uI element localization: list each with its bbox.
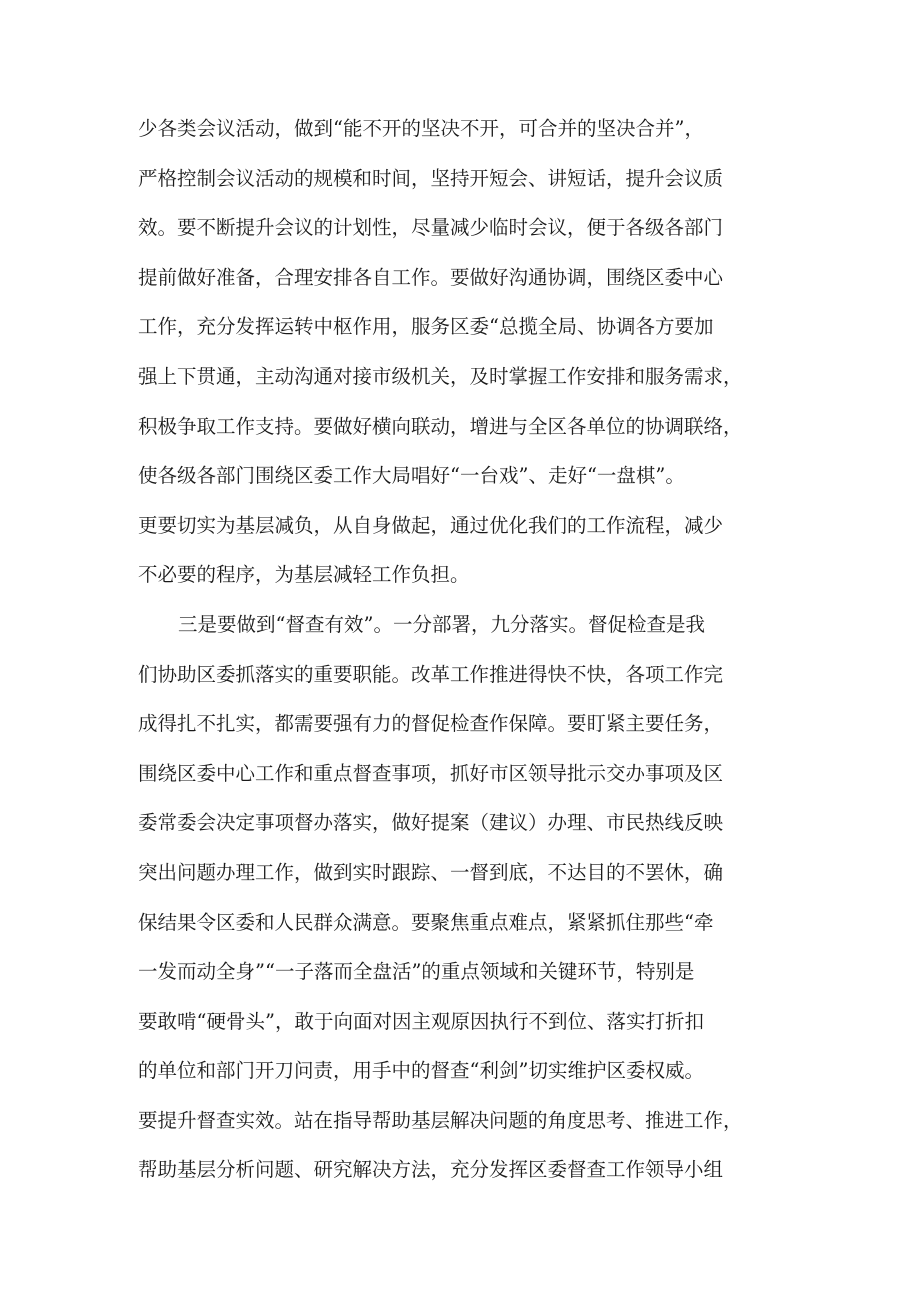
paragraph-first-line: 三是要做到“督查有效”。一分部署，九分落实。督促检查是我: [178, 612, 705, 636]
text-line: 效。要不断提升会议的计划性，尽量减少临时会议，便于各级各部门: [138, 216, 724, 240]
text-line: 积极争取工作支持。要做好横向联动，增进与全区各单位的协调联络，: [138, 414, 743, 438]
text-line: 少各类会议活动，做到“能不开的坚决不开，可合并的坚决合并”，: [138, 117, 704, 140]
text-line: 更要切实为基层减负，从自身做起，通过优化我们的工作流程，减少: [138, 513, 724, 537]
text-line: 提前做好准备，合理安排各自工作。要做好沟通协调，围绕区委中心: [138, 265, 724, 289]
text-line: 严格控制会议活动的规模和时间，坚持开短会、讲短话，提升会议质: [138, 166, 724, 190]
text-line: 不必要的程序，为基层减轻工作负担。: [138, 563, 470, 587]
text-line: 要敢啃“硬骨头”，敢于向面对因主观原因执行不到位、落实打折扣: [138, 1009, 704, 1033]
text-line: 要提升督查实效。站在指导帮助基层解决问题的角度思考、推进工作，: [138, 1108, 743, 1132]
text-line: 们协助区委抓落实的重要职能。改革工作推进得快不快，各项工作完: [138, 662, 724, 686]
text-line: 一发而动全身”“一子落而全盘活”的重点领域和关键环节，特别是: [138, 960, 695, 984]
text-line: 工作，充分发挥运转中枢作用，服务区委“总揽全局、协调各方要加: [138, 315, 714, 339]
text-line: 强上下贯通，主动沟通对接市级机关，及时掌握工作安排和服务需求，: [138, 364, 743, 388]
text-line: 围绕区委中心工作和重点督查事项，抓好市区领导批示交办事项及区: [138, 761, 724, 785]
text-line: 突出问题办理工作，做到实时跟踪、一督到底，不达目的不罢休，确: [138, 860, 724, 884]
text-line: 帮助基层分析问题、研究解决方法，充分发挥区委督查工作领导小组: [138, 1158, 724, 1182]
text-line: 成得扎不扎实，都需要强有力的督促检查作保障。要盯紧主要任务，: [138, 712, 724, 736]
text-line: 使各级各部门围绕区委工作大局唱好“一台戏”、走好“一盘棋”。: [138, 464, 685, 488]
document-body: [138, 104, 798, 1195]
text-line: 保结果令区委和人民群众满意。要聚焦重点难点，紧紧抓住那些“牵: [138, 910, 714, 934]
text-line: 委常委会决定事项督办落实，做好提案（建议）办理、市民热线反映: [138, 811, 724, 835]
text-line: 的单位和部门开刀问责，用手中的督查“利剑”切实维护区委权威。: [138, 1059, 704, 1083]
